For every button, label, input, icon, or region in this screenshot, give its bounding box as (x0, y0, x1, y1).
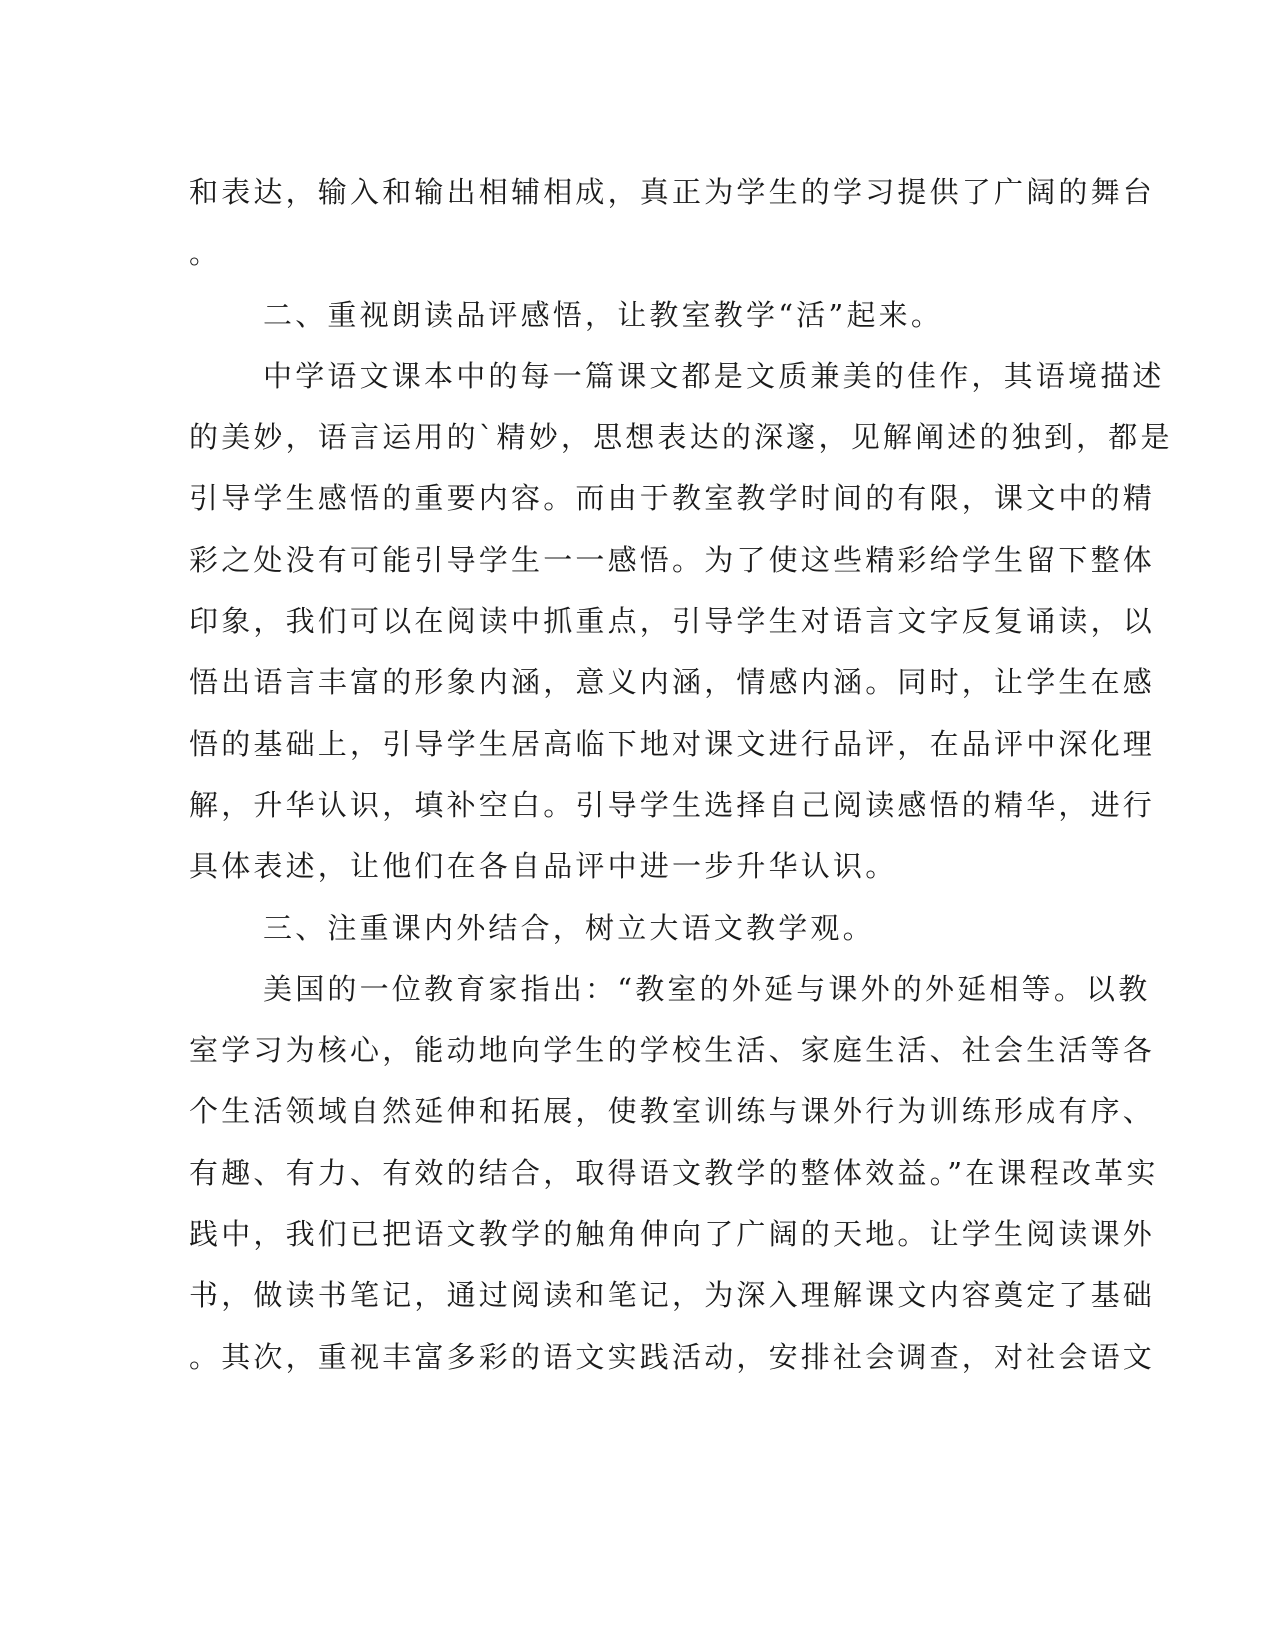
document-body (189, 162, 1173, 1388)
text-line: 悟出语言丰富的形象内涵，意义内涵，情感内涵。同时，让学生在感 (189, 665, 1156, 700)
text-line: 解，升华认识，填补空白。引导学生选择自己阅读感悟的精华，进行 (189, 787, 1156, 822)
paragraph-start: 中学语文课本中的每一篇课文都是文质兼美的佳作，其语境描述 (263, 358, 1165, 393)
text-line: 。其次，重视丰富多彩的语文实践活动，安排社会调查，对社会语文 (189, 1339, 1156, 1374)
paragraph-start: 美国的一位教育家指出：“教室的外延与课外的外延相等。以教 (263, 971, 1151, 1006)
section-heading: 三、注重课内外结合，树立大语文教学观。 (263, 910, 875, 945)
text-line: 有趣、有力、有效的结合，取得语文教学的整体效益。”在课程改革实 (189, 1155, 1159, 1190)
text-line: 。 (189, 236, 222, 271)
text-line: 和表达，输入和输出相辅相成，真正为学生的学习提供了广阔的舞台 (189, 175, 1156, 209)
text-line: 引导学生感悟的重要内容。而由于教室教学时间的有限，课文中的精 (189, 481, 1156, 516)
text-line: 印象，我们可以在阅读中抓重点，引导学生对语言文字反复诵读，以 (189, 604, 1156, 639)
text-line: 书，做读书笔记，通过阅读和笔记，为深入理解课文内容奠定了基础 (189, 1278, 1156, 1313)
text-line: 悟的基础上，引导学生居高临下地对课文进行品评，在品评中深化理 (189, 726, 1156, 761)
text-line: 具体表述，让他们在各自品评中进一步升华认识。 (189, 849, 898, 884)
text-line: 个生活领域自然延伸和拓展，使教室训练与课外行为训练形成有序、 (189, 1094, 1156, 1129)
text-line: 的美妙，语言运用的`精妙，思想表达的深邃，见解阐述的独到，都是 (189, 420, 1173, 455)
text-line: 室学习为核心，能动地向学生的学校生活、家庭生活、社会生活等各 (189, 1033, 1156, 1068)
text-line: 彩之处没有可能引导学生一一感悟。为了使这些精彩给学生留下整体 (189, 542, 1156, 577)
section-heading: 二、重视朗读品评感悟，让教室教学“活”起来。 (263, 297, 944, 332)
text-line: 践中，我们已把语文教学的触角伸向了广阔的天地。让学生阅读课外 (189, 1217, 1156, 1252)
